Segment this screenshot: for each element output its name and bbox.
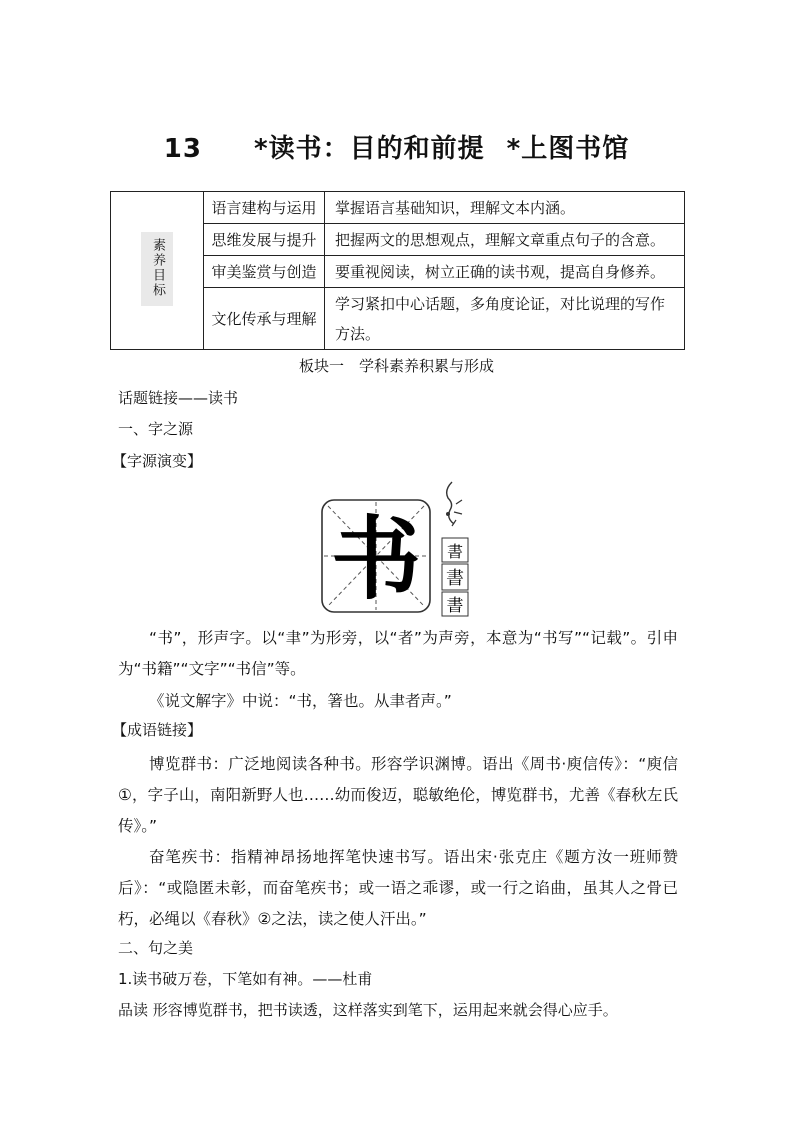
- goals-table: [110, 191, 685, 350]
- main-character: 书: [331, 506, 421, 612]
- goal-category: 思维发展与提升: [204, 224, 325, 256]
- lesson-number: 13: [163, 134, 202, 164]
- variant-character: 書: [446, 568, 464, 589]
- variant-character: 書: [446, 596, 464, 616]
- goal-category: 语言建构与运用: [204, 192, 325, 224]
- title-part-2: *上图书馆: [506, 134, 630, 164]
- topic-link: 话题链接——读书: [118, 389, 239, 407]
- character-evolution-figure: [320, 480, 480, 620]
- goal-category: 审美鉴赏与创造: [204, 256, 325, 288]
- goal-description: 把握两文的思想观点，理解文章重点句子的含意。: [325, 224, 685, 256]
- heading-idiom: 【成语链接】: [112, 721, 203, 739]
- reading-note-1: 品读 形容博览群书，把书读透，这样落实到笔下，运用起来就会得心应手。: [118, 1001, 618, 1019]
- idiom-paragraph-1: 博览群书：广泛地阅读各种书。形容学识渊博。语出《周书·庾信传》：“庾信①，字子山，南阳新野人也……幼而俊迈，聪敏绝伦，博览群书，尤善《春秋左氏传》。”: [118, 755, 678, 835]
- goals-side-label-cell: [111, 192, 204, 350]
- variant-character: 書: [446, 542, 464, 561]
- page-title: [0, 128, 793, 165]
- char-paragraph-1: “书”，形声字。以“聿”为形旁，以“者”为声旁，本意为“书写”“记载”。引申为“书籍”“文字”“书信”等。: [118, 629, 678, 678]
- character-grid-illustration: [320, 480, 480, 620]
- heading-char-origin: 一、字之源: [118, 420, 194, 438]
- goals-side-label: 素养目标: [141, 232, 173, 306]
- heading-sentence-beauty: 二、句之美: [118, 939, 194, 957]
- char-paragraph-2: 《说文解字》中说：“书，箸也。从聿者声。”: [149, 692, 452, 710]
- idiom-paragraph-2: 奋笔疾书：指精神昂扬地挥笔快速书写。语出宋·张克庄《题方汝一班师赞后》：“或隐匿未彰，而奋笔疾书；或一语之乖谬，或一行之谄曲，虽其人之骨已朽，必绳以《春秋》②之法，读之使人汗出。”: [118, 848, 678, 928]
- heading-evolution: 【字源演变】: [112, 452, 203, 470]
- title-part-1: *读书：目的和前提: [253, 134, 485, 164]
- section-header: 板块一 学科素养积累与形成: [298, 357, 494, 375]
- goal-description: 要重视阅读，树立正确的读书观，提高自身修养。: [325, 256, 685, 288]
- goal-category: 文化传承与理解: [204, 288, 325, 350]
- goal-description: 掌握语言基础知识，理解文本内涵。: [325, 192, 685, 224]
- quote-1: 1.读书破万卷，下笔如有神。——杜甫: [118, 970, 373, 988]
- goal-description: 学习紧扣中心话题，多角度论证，对比说理的写作方法。: [325, 288, 685, 350]
